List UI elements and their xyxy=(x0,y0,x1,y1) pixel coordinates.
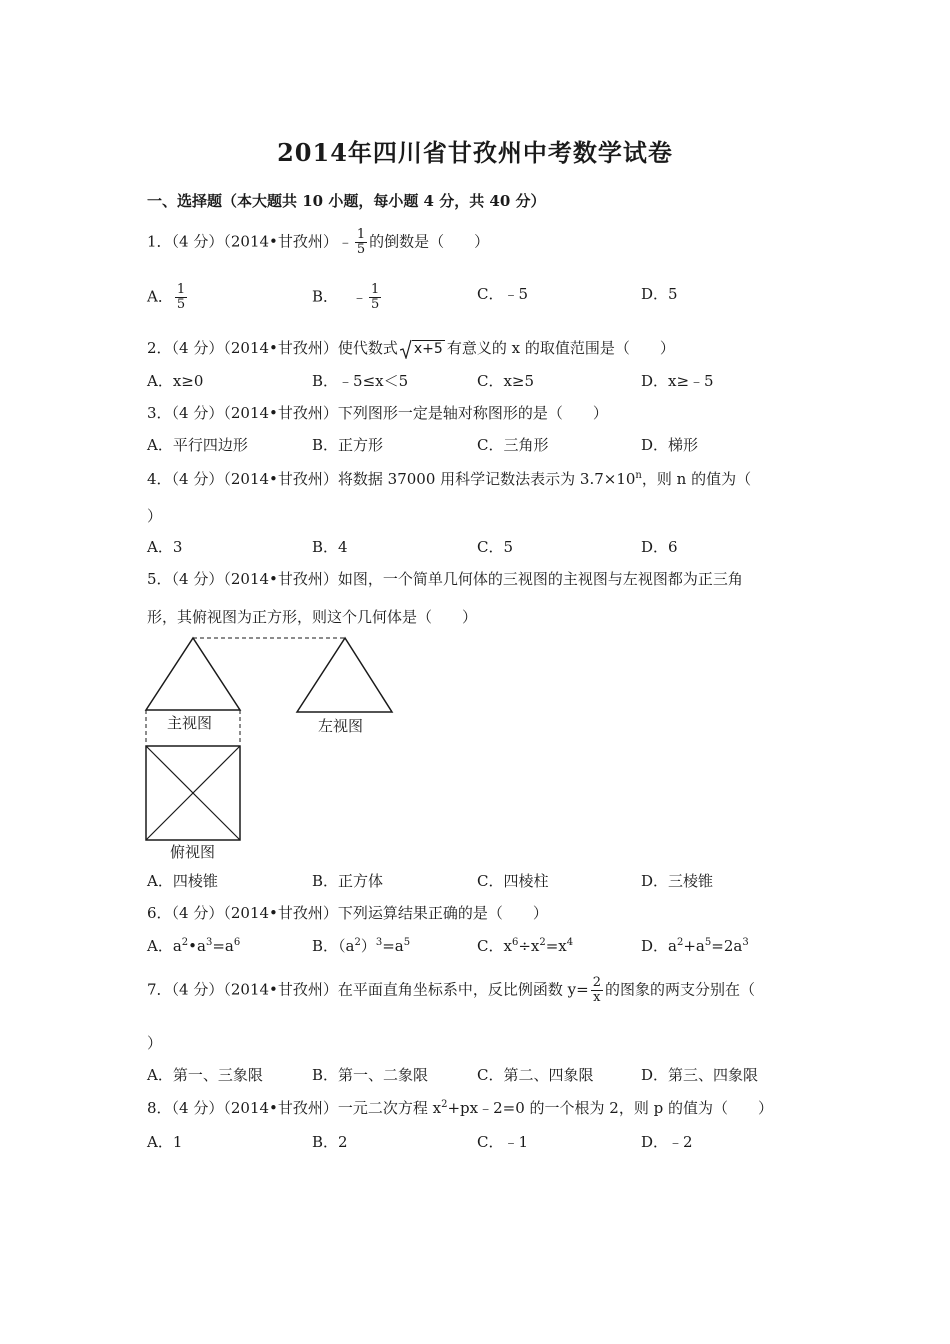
section-heading: 一、选择题（本大题共 10 小题，每小题 4 分，共 40 分） xyxy=(147,192,546,210)
q6-c-exp: 4 xyxy=(566,937,574,948)
q7-option-a: A．第一、三象限 xyxy=(147,1066,263,1084)
q2-prefix: 2．（4 分）（2014•甘孜州）使代数式 xyxy=(147,339,398,357)
q6-option-d xyxy=(641,935,749,956)
q8-option-d: D．﹣2 xyxy=(641,1133,693,1151)
q3-option-a: A．平行四边形 xyxy=(147,436,248,454)
q7-fraction xyxy=(591,976,603,1005)
q4-text-after: ，则 n 的值为（ xyxy=(641,470,752,488)
top-view-label: 俯视图 xyxy=(170,843,216,861)
q4-option-d: D．6 xyxy=(641,538,678,556)
q6-b-part: =a xyxy=(382,937,404,955)
q6-c-exp: 6 xyxy=(511,937,519,948)
question-8 xyxy=(147,1097,773,1118)
q1-option-a xyxy=(147,283,189,312)
q4-option-b: B．4 xyxy=(312,538,348,556)
q6-b-exp: 5 xyxy=(403,937,411,948)
q2-option-c: C．x≥5 xyxy=(477,372,535,390)
q5-option-b: B．正方体 xyxy=(312,872,384,890)
q8-exponent: 2 xyxy=(441,1099,448,1110)
q6-a-exp: 3 xyxy=(205,937,213,948)
q6-a-exp: 2 xyxy=(181,937,189,948)
q3-option-b: B．正方形 xyxy=(312,436,384,454)
q1-b-label: B． xyxy=(312,287,339,306)
q6-c-part: =x xyxy=(545,937,567,955)
question-4 xyxy=(147,468,751,489)
q4-exponent: n xyxy=(635,470,642,481)
q1-option-b xyxy=(312,283,383,312)
q1-b-fraction xyxy=(369,283,381,312)
question-6: 6．（4 分）（2014•甘孜州）下列运算结果正确的是（ ） xyxy=(147,904,548,922)
q1-b-den: 5 xyxy=(371,297,380,312)
q6-a-exp: 6 xyxy=(233,937,241,948)
q7-suffix: 的图象的两支分别在（ xyxy=(604,980,755,999)
q6-c-part: C．x xyxy=(477,937,512,955)
q2-radicand: x+5 xyxy=(413,341,443,357)
q7-line2: ） xyxy=(147,1034,163,1052)
q4-text-before: 4．（4 分）（2014•甘孜州）将数据 37000 用科学记数法表示为 3.7×10 xyxy=(147,470,636,488)
q1-b-num: 1 xyxy=(371,282,380,297)
q2-option-d: D．x≥﹣5 xyxy=(641,372,714,390)
question-3: 3．（4 分）（2014•甘孜州）下列图形一定是轴对称图形的是（ ） xyxy=(147,404,608,422)
q6-option-a xyxy=(147,935,240,956)
q6-c-part: ÷x xyxy=(518,937,540,955)
q7-frac-den: x xyxy=(593,990,601,1005)
q7-option-b: B．第一、二象限 xyxy=(312,1066,429,1084)
q6-d-part: D．a xyxy=(641,937,677,955)
q4-line2: ） xyxy=(147,507,163,525)
question-1 xyxy=(147,228,489,257)
q1-fraction xyxy=(355,228,367,257)
three-view-figure xyxy=(140,630,405,865)
q8-option-b: B．2 xyxy=(312,1133,348,1151)
question-5-line1: 5．（4 分）（2014•甘孜州）如图，一个简单几何体的三视图的主视图与左视图都为正三角 xyxy=(147,570,743,588)
q3-option-c: C．三角形 xyxy=(477,436,549,454)
q8-option-a: A．1 xyxy=(147,1133,183,1151)
q6-d-exp: 2 xyxy=(676,937,684,948)
q1-option-c: C．﹣5 xyxy=(477,285,529,303)
q1-b-sign: ﹣ xyxy=(352,287,368,306)
q1-option-d: D．5 xyxy=(641,285,678,303)
q6-d-part: +a xyxy=(683,937,705,955)
question-2 xyxy=(147,337,675,358)
q8-text-before: 8．（4 分）（2014•甘孜州）一元二次方程 x xyxy=(147,1099,442,1117)
q5-option-c: C．四棱柱 xyxy=(477,872,549,890)
question-5-line2: 形，其俯视图为正方形，则这个几何体是（ ） xyxy=(147,608,478,626)
q4-option-c: C．5 xyxy=(477,538,514,556)
q8-option-c: C．﹣1 xyxy=(477,1133,529,1151)
q7-option-c: C．第二、四象限 xyxy=(477,1066,594,1084)
q6-d-exp: 3 xyxy=(742,937,749,948)
q5-option-d: D．三棱锥 xyxy=(641,872,714,890)
q1-a-label: A． xyxy=(147,287,173,306)
q6-c-exp: 2 xyxy=(539,937,546,948)
q1-frac-den: 5 xyxy=(356,242,366,257)
q2-option-b: B．﹣5≤x＜5 xyxy=(312,372,409,390)
question-7 xyxy=(147,976,755,1005)
q3-option-d: D．梯形 xyxy=(641,436,699,454)
page-title: 2014年四川省甘孜州中考数学试卷 xyxy=(277,138,673,167)
q6-option-c xyxy=(477,935,573,956)
front-view-triangle xyxy=(146,638,240,710)
q6-b-part: ） xyxy=(360,937,376,955)
q5-option-a: A．四棱锥 xyxy=(147,872,218,890)
q6-b-exp: 2 xyxy=(354,937,361,948)
q6-b-part: B．（a xyxy=(312,937,355,955)
q2-sqrt xyxy=(400,339,445,357)
q1-a-num: 1 xyxy=(176,282,186,297)
q1-a-den: 5 xyxy=(176,297,186,312)
q1-frac-num: 1 xyxy=(356,227,366,242)
q2-option-a: A．x≥0 xyxy=(147,372,204,390)
q1-suffix: 的倒数是（ ） xyxy=(369,232,490,251)
left-view-triangle xyxy=(297,638,392,712)
q8-text-after: +px﹣2=0 的一个根为 2，则 p 的值为（ ） xyxy=(447,1099,773,1117)
q6-b-exp: 3 xyxy=(375,937,383,948)
q6-d-part: =2a xyxy=(711,937,743,955)
q7-option-d: D．第三、四象限 xyxy=(641,1066,759,1084)
q7-frac-num: 2 xyxy=(592,975,601,990)
q6-option-b xyxy=(312,935,410,956)
q7-prefix: 7．（4 分）（2014•甘孜州）在平面直角坐标系中，反比例函数 y= xyxy=(147,980,589,999)
q6-a-part: •a xyxy=(188,937,206,955)
q6-a-part: =a xyxy=(212,937,234,955)
front-view-label: 主视图 xyxy=(167,714,213,732)
q4-option-a: A．3 xyxy=(147,538,183,556)
left-view-label: 左视图 xyxy=(318,717,364,735)
q6-a-part: A．a xyxy=(147,937,182,955)
q6-d-exp: 5 xyxy=(704,937,712,948)
q1-prefix: 1．（4 分）（2014•甘孜州）﹣ xyxy=(147,232,353,251)
q1-a-fraction xyxy=(175,283,187,312)
q2-suffix: 有意义的 x 的取值范围是（ ） xyxy=(446,339,675,357)
